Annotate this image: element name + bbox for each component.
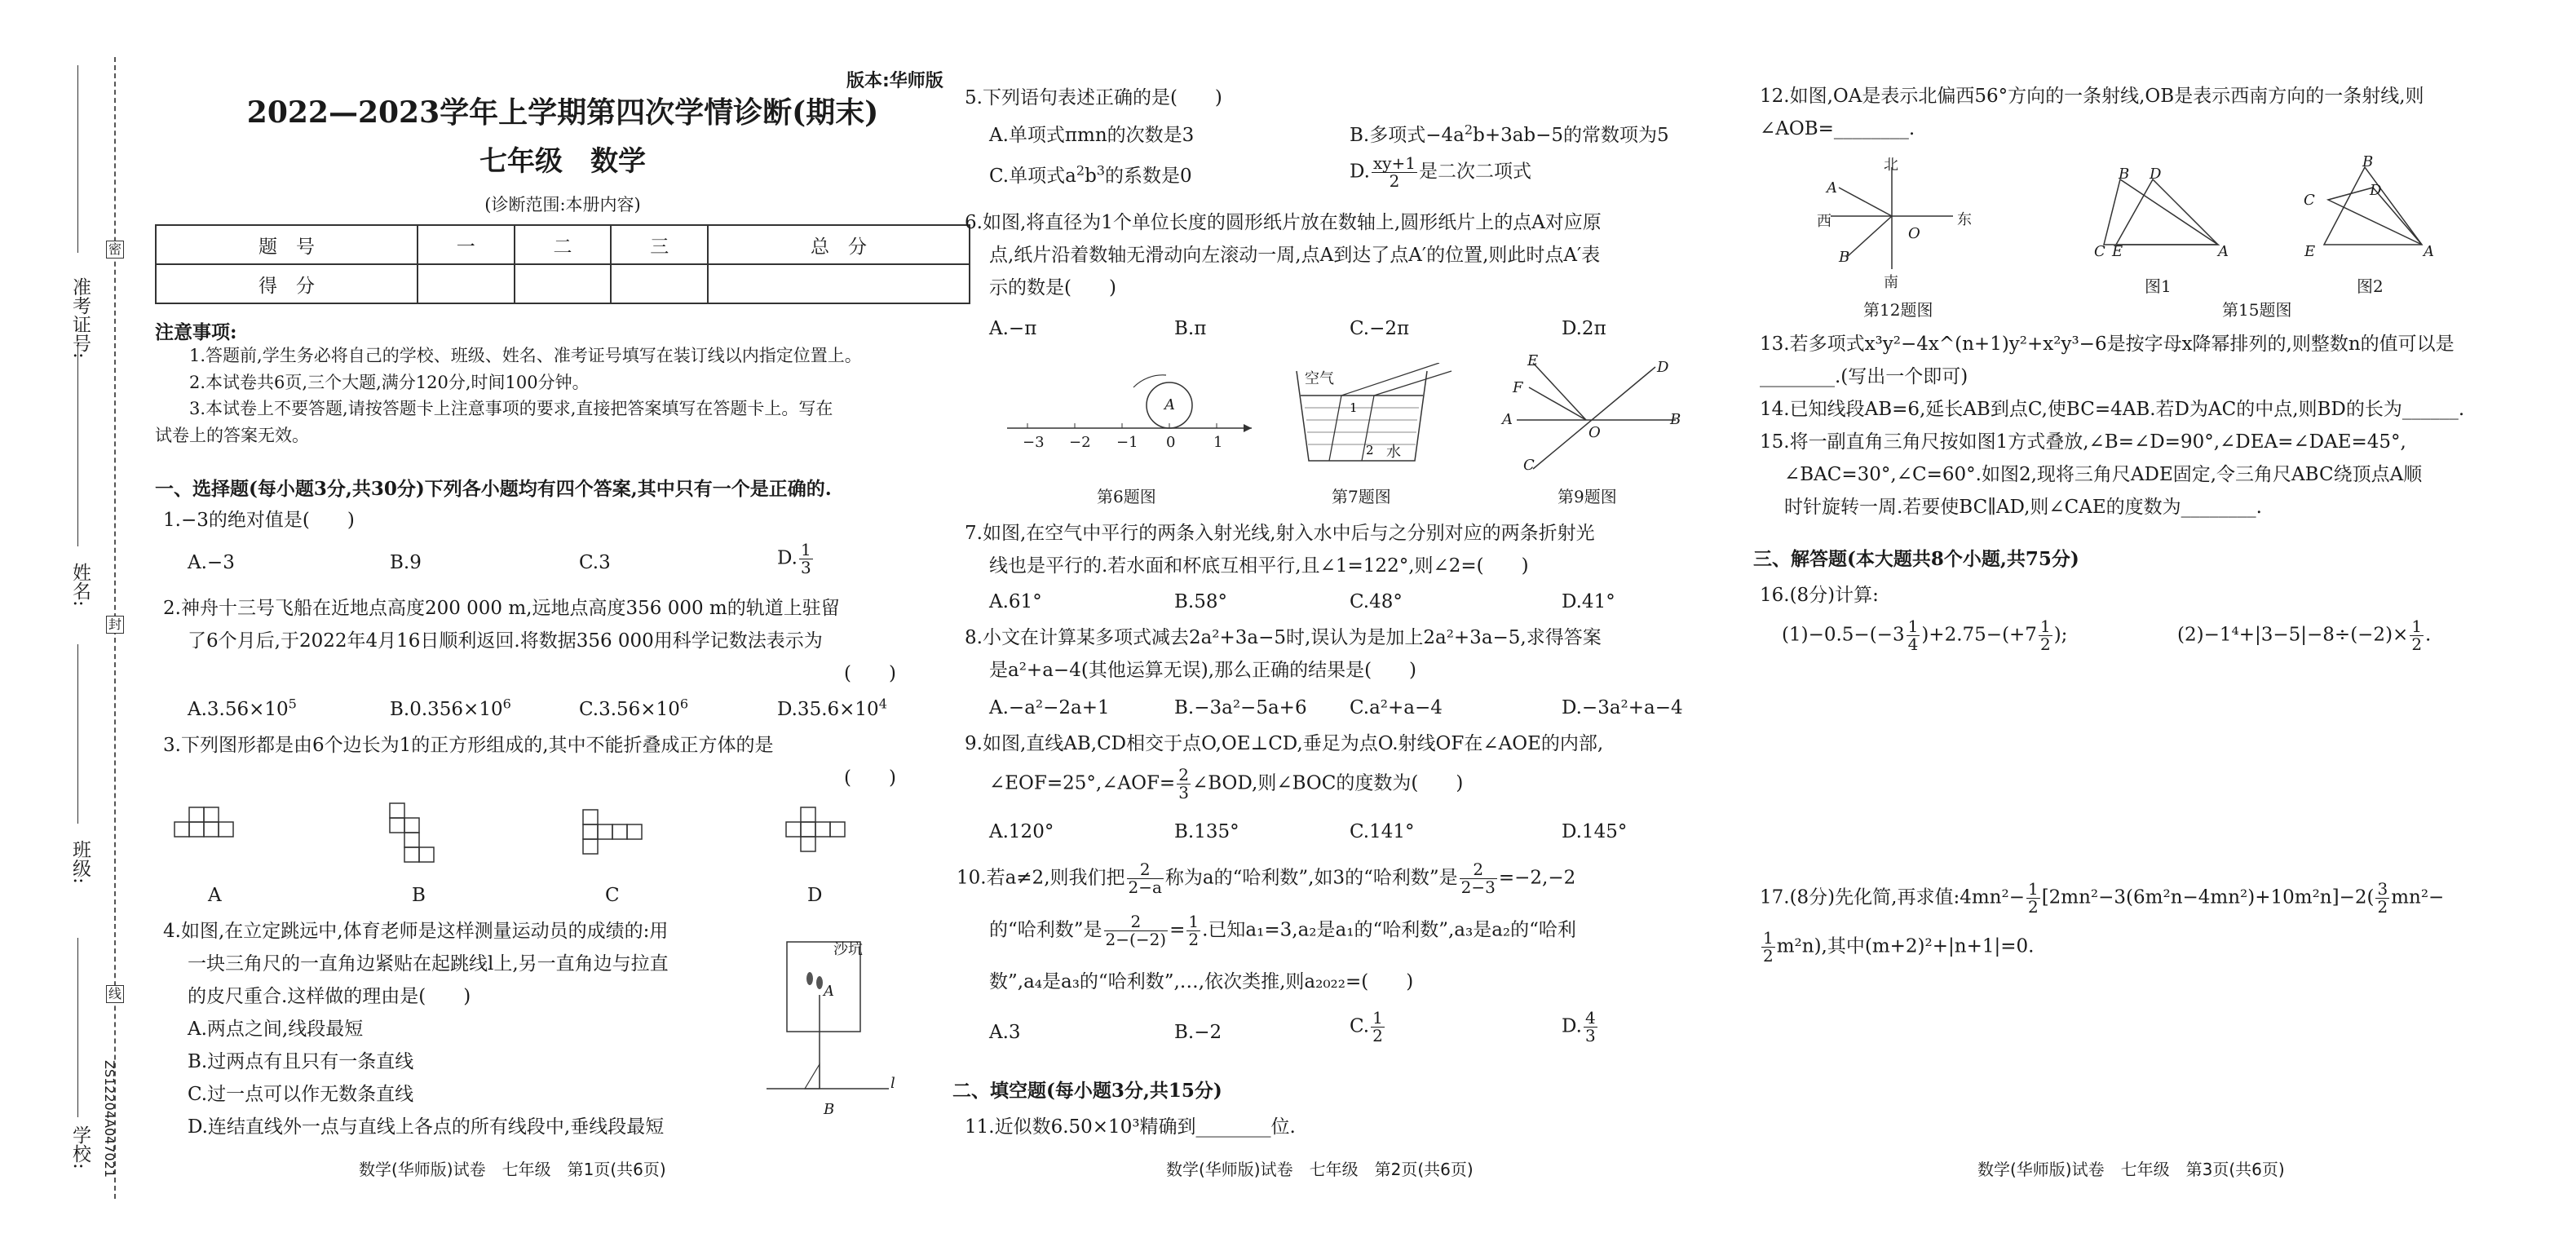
q8-line2: 是a²+a−4(其他运算无误),那么正确的结果是( )	[989, 660, 1417, 681]
q5-option-d: D. $\frac{xy+1}{2}$ 是二次二项式	[1350, 153, 1531, 191]
q6-line3: 示的数是( )	[989, 277, 1116, 298]
fig15-caption: 第15题图	[2222, 300, 2292, 320]
q9-point: C	[1523, 457, 1535, 474]
score-cell: 得 分	[156, 264, 418, 303]
q4-option-d: D.连结直线外一点与直线上各点的所有线段中,垂线段最短	[188, 1116, 665, 1138]
q8-option-a: A.−a²−2a+1	[989, 697, 1110, 718]
q13-line2: ________.(写出一个即可)	[1760, 366, 1968, 387]
compass-west: 西	[1817, 213, 1831, 230]
q9-point: B	[1670, 411, 1681, 428]
q15-line2: ∠BAC=30°,∠C=60°.如图2,现将三角尺ADE固定,令三角尺ABC绕顶点A顺	[1784, 464, 2423, 485]
q6-option-c: C.−2π	[1350, 318, 1410, 339]
note-item: 试卷上的答案无效。	[155, 425, 309, 445]
q15-line1: 15.将一副直角三角尺按如图1方式叠放,∠B=∠D=90°,∠DEA=∠DAE=45°,	[1760, 431, 2406, 453]
score-cell: 总 分	[708, 225, 970, 264]
q6-option-a: A.−π	[989, 318, 1037, 339]
q3-label-c: C	[605, 885, 620, 906]
name-line	[77, 343, 78, 546]
note-item: 2.本试卷共6页,三个大题,满分120分,时间100分钟。	[189, 372, 590, 392]
q4-option-b: B.过两点有且只有一条直线	[188, 1051, 414, 1072]
compass-point-a: A	[1827, 179, 1837, 197]
q2-option-c: $C.3.56\times 10^6$	[579, 696, 689, 720]
q16-part2: (2)−1⁴+|3−5|−8÷(−2)× $\frac{1}{2}$ .	[2177, 617, 2432, 654]
q15-fig2-point: A	[2424, 243, 2434, 260]
q9-point: A	[1502, 411, 1513, 428]
q15-fig1-point: B	[2119, 166, 2130, 183]
q9-option-b: B.135°	[1174, 821, 1239, 842]
fig6-caption: 第6题图	[1097, 487, 1156, 506]
q17-line1: 17.(8分)先化简,再求值:4mn²− $\frac{1}{2}$ [2mn²−3(6m²n−4mn²)+10m²n]−2( $\frac{3}{2}$ mn²−	[1760, 879, 2445, 917]
notes-title: 注意事项:	[155, 321, 237, 343]
score-input-total[interactable]	[708, 264, 970, 303]
q8-line1: 8.小文在计算某多项式减去2a²+3a−5时,误认为是加上2a²+3a−5,求得答案	[965, 627, 1602, 648]
score-input-1[interactable]	[418, 264, 515, 303]
q1-option-a: A.−3	[188, 552, 235, 573]
q15-figure-2	[2300, 155, 2438, 261]
q6-tick-label: −2	[1069, 434, 1091, 451]
q11-text: 11.近似数6.50×10³精确到________位.	[965, 1116, 1296, 1138]
label-name: 姓名:	[69, 563, 91, 607]
q16-title: 16.(8分)计算:	[1760, 585, 1879, 606]
q5-stem: 5.下列语句表述正确的是( )	[965, 87, 1222, 108]
q7-option-c: C.48°	[1350, 591, 1403, 612]
q13-line1: 13.若多项式x³y²−4x^(n+1)y²+x²y³−6是按字母x降幂排列的,则整数n的值可以是	[1760, 334, 2454, 355]
q7-line2: 线也是平行的.若水面和杯底互相平行,且∠1=122°,则∠2=( )	[989, 555, 1529, 577]
q7-line1: 7.如图,在空气中平行的两条入射光线,射入水中后与之分别对应的两条折射光	[965, 523, 1595, 544]
q7-air-label: 空气	[1305, 370, 1334, 387]
q6-tick-label: 0	[1166, 434, 1176, 451]
label-school: 学校:	[69, 1125, 91, 1169]
q3-label-d: D	[807, 885, 823, 906]
q10-line1: 10.若a≠2,则我们把 $\frac{2}{2-a}$ 称为a的“哈利数”,如3的“哈利数”是 $\frac{2}{2-3}$ =−2,−2	[957, 860, 1576, 897]
q15-fig2-point: E	[2304, 243, 2316, 260]
q2-paren: ( )	[844, 663, 896, 684]
q3-paren: ( )	[844, 767, 896, 789]
q3-net-figures	[171, 795, 905, 877]
q4-line3: 的皮尺重合.这样做的理由是( )	[188, 986, 471, 1007]
q10-line2: 的“哈利数”是 $\frac{2}{2-(-2)}$ = $\frac{1}{2}$ .已知a₁=3,a₂是a₁的“哈利数”,a₃是a₂的“哈利	[989, 912, 1576, 949]
q2-option-a: $A.3.56\times 10^5$	[188, 696, 297, 720]
q14-text: 14.已知线段AB=6,延长AB到点C,使BC=4AB.若D为AC的中点,则BD的长为______.	[1760, 399, 2465, 420]
score-row-header	[156, 225, 970, 264]
q6-option-b: B.π	[1174, 318, 1207, 339]
q15-fig1-point: E	[2112, 243, 2123, 260]
compass-south: 南	[1884, 274, 1898, 291]
q15-fig1-point: A	[2218, 243, 2229, 260]
q9-option-c: C.141°	[1350, 821, 1415, 842]
q12-line1: 12.如图,OA是表示北偏西56°方向的一条射线,OB是表示西南方向的一条射线,则	[1760, 86, 2424, 107]
footer-page2: 数学(华师版)试卷 七年级 第2页(共6页)	[1166, 1160, 1474, 1179]
q9-point: O	[1588, 424, 1601, 441]
fig9-caption: 第9题图	[1558, 487, 1617, 506]
fig15-fig2-label: 图2	[2357, 276, 2384, 296]
score-cell: 三	[611, 225, 708, 264]
q4-line-l: l	[890, 1075, 895, 1092]
compass-north: 北	[1884, 157, 1898, 174]
school-line	[77, 938, 78, 1117]
q6-point-a: A	[1164, 396, 1175, 413]
q9-point: E	[1527, 352, 1539, 369]
q2-line1: 2.神舟十三号飞船在近地点高度200 000 m,远地点高度356 000 m的轨道上驻留	[163, 598, 840, 619]
exam-scope: (诊断范围:本册内容)	[484, 195, 641, 214]
q2-option-d: $D.35.6\times 10^4$	[777, 696, 887, 720]
footer-page1: 数学(华师版)试卷 七年级 第1页(共6页)	[359, 1160, 666, 1179]
q7-option-b: B.58°	[1174, 591, 1227, 612]
q3-label-a: A	[208, 885, 222, 906]
section3-title: 三、解答题(本大题共8个小题,共75分)	[1753, 548, 2079, 570]
q4-line1: 4.如图,在立定跳远中,体育老师是这样测量运动员的成绩的:用	[163, 921, 669, 942]
q15-fig1-point: C	[2094, 243, 2105, 260]
svg-text:2: 2	[1366, 443, 1374, 457]
note-item: 1.答题前,学生务必将自己的学校、班级、姓名、准考证号填写在装订线以内指定位置上。	[189, 346, 862, 365]
q8-option-c: C.a²+a−4	[1350, 697, 1443, 718]
q8-option-d: D.−3a²+a−4	[1562, 697, 1683, 718]
q15-line3: 时针旋转一周.若要使BC∥AD,则∠CAE的度数为________.	[1784, 497, 2262, 518]
q6-tick-label: −3	[1023, 434, 1045, 451]
q1-option-c: C.3	[579, 552, 611, 573]
q7-option-d: D.41°	[1562, 591, 1615, 612]
q2-option-b: $B.0.356\times 10^6$	[390, 696, 511, 720]
q9-line1: 9.如图,直线AB,CD相交于点O,OE⊥CD,垂足为点O.射线OF在∠AOE的内部,	[965, 733, 1604, 754]
q10-option-a: A.3	[989, 1022, 1021, 1043]
q6-tick-label: −1	[1116, 434, 1138, 451]
q9-option-d: D.145°	[1562, 821, 1628, 842]
exam-no-line	[77, 65, 78, 253]
q1-stem: 1.−3的绝对值是( )	[163, 510, 355, 531]
q16-part1: (1)−0.5−(−3 $\frac{1}{4}$ )+2.75−(+7 $\frac{1}{2}$ );	[1782, 617, 2068, 654]
fig7-caption: 第7题图	[1332, 487, 1391, 506]
q7-option-a: A.61°	[989, 591, 1042, 612]
q15-fig1-point: D	[2150, 166, 2162, 183]
q10-option-d: D. $\frac{4}{3}$	[1562, 1008, 1596, 1045]
q6-line1: 6.如图,将直径为1个单位长度的圆形纸片放在数轴上,圆形纸片上的点A对应原	[965, 212, 1602, 233]
q3-label-b: B	[412, 885, 426, 906]
q4-option-c: C.过一点可以作无数条直线	[188, 1084, 414, 1105]
q1-option-d: D. $\frac{1}{3}$	[777, 540, 811, 577]
q10-line3: 数”,a₄是a₃的“哈利数”,…,依次类推,则a₂₀₂₂=( )	[989, 971, 1414, 992]
note-item: 3.本试卷上不要答题,请按答题卡上注意事项的要求,直接把答案填写在答题卡上。写在	[189, 399, 833, 419]
exam-title: 2022—2023学年上学期第四次学情诊断(期末)	[246, 95, 879, 130]
q5-option-b: B.多项式$-4a^2b+3ab-5$的常数项为5	[1350, 122, 1669, 146]
compass-east: 东	[1957, 211, 1972, 228]
q1-option-b: B.9	[390, 552, 422, 573]
q12-line2: ∠AOB=________.	[1760, 118, 1915, 139]
q3-stem: 3.下列图形都是由6个边长为1的正方形组成的,其中不能折叠成正方体的是	[163, 735, 774, 756]
q9-option-a: A.120°	[989, 821, 1054, 842]
q4-long-jump-figure	[762, 934, 901, 1121]
q6-option-d: D.2π	[1562, 318, 1606, 339]
label-exam-no: 准考证号:	[69, 277, 91, 359]
q5-option-c: C.单项式$a^2b^3$的系数是0	[989, 162, 1192, 187]
q6-line2: 点,纸片沿着数轴无滑动向左滚动一周,点A到达了点A′的位置,则此时点A′表	[989, 245, 1601, 266]
class-line	[77, 644, 78, 824]
q8-option-b: B.−3a²−5a+6	[1174, 697, 1307, 718]
compass-point-o: O	[1908, 225, 1920, 242]
q10-option-c: C. $\frac{1}{2}$	[1350, 1008, 1383, 1045]
score-input-3[interactable]	[611, 264, 708, 303]
q15-fig2-point: D	[2370, 182, 2382, 199]
footer-page3: 数学(华师版)试卷 七年级 第3页(共6页)	[1977, 1160, 2285, 1179]
section1-title: 一、选择题(每小题3分,共30分)下列各小题均有四个答案,其中只有一个是正确的.	[155, 478, 832, 500]
compass-point-b: B	[1839, 249, 1850, 266]
q9-point: D	[1657, 359, 1669, 376]
notes-list	[155, 343, 862, 449]
edition-label: 版本:华师版	[846, 71, 943, 91]
score-input-2[interactable]	[515, 264, 612, 303]
exam-subtitle: 七年级 数学	[479, 145, 646, 178]
q15-fig2-point: B	[2362, 153, 2374, 170]
q9-point: F	[1513, 379, 1523, 396]
q4-line2: 一块三角尺的一直角边紧贴在起跳线l上,另一直角边与拉直	[188, 953, 669, 975]
section2-title: 二、填空题(每小题3分,共15分)	[952, 1080, 1222, 1102]
label-class: 班级:	[69, 840, 91, 884]
score-row-score	[156, 264, 970, 303]
q7-water-label: 水	[1386, 444, 1401, 461]
paper-code: ZS12204A047021	[102, 1060, 117, 1178]
seal-mi: 密	[106, 241, 124, 259]
fig12-caption: 第12题图	[1863, 300, 1933, 320]
seal-feng: 封	[106, 616, 124, 634]
fig15-fig1-label: 图1	[2145, 276, 2172, 296]
q5-option-a: A.单项式πmn的次数是3	[989, 125, 1195, 146]
q4-sand-label: 沙坑	[833, 941, 863, 958]
score-cell: 二	[515, 225, 612, 264]
q15-fig2-point: C	[2304, 192, 2315, 209]
score-cell: 一	[418, 225, 515, 264]
seal-xian: 线	[106, 985, 124, 1003]
q4-option-a: A.两点之间,线段最短	[188, 1019, 364, 1040]
q2-line2: 了6个月后,于2022年4月16日顺利返回.将数据356 000用科学记数法表示为	[188, 630, 823, 652]
svg-text:1: 1	[1350, 400, 1358, 415]
q4-point-b: B	[824, 1101, 835, 1118]
q17-line2: $\frac{1}{2}$ m²n),其中(m+2)²+|n+1|=0.	[1763, 928, 2035, 966]
q6-tick-label: 1	[1213, 434, 1223, 451]
q4-point-a: A	[824, 983, 834, 1000]
q10-option-b: B.−2	[1174, 1022, 1222, 1043]
score-table	[155, 224, 970, 304]
q9-line2: ∠EOF=25°,∠AOF= $\frac{2}{3}$ ∠BOD,则∠BOC的度数为( )	[989, 765, 1464, 802]
score-cell: 题 号	[156, 225, 418, 264]
